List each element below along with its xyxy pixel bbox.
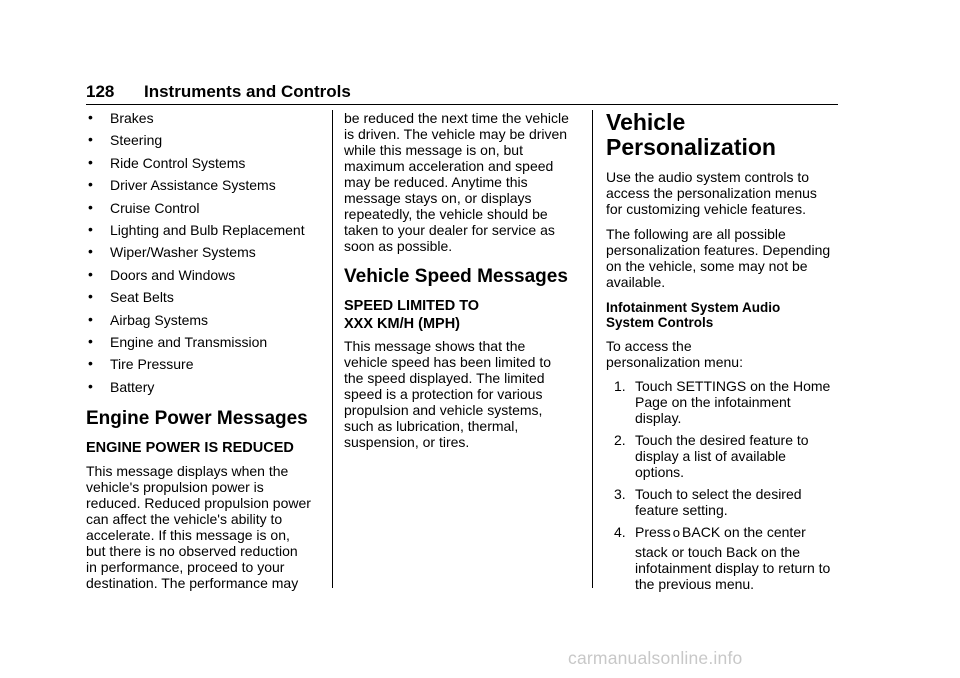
step-number: 4. bbox=[614, 524, 626, 540]
text-line: display. bbox=[635, 410, 682, 426]
text-line: access the personalization menus bbox=[606, 185, 817, 201]
column-2 bbox=[344, 110, 584, 450]
bullet-text: Tire Pressure bbox=[110, 356, 194, 373]
bullet-item bbox=[86, 132, 326, 148]
text-line: vehicle speed has been limited to bbox=[344, 354, 552, 370]
step-2 bbox=[606, 432, 846, 480]
bullet-item bbox=[86, 334, 326, 350]
watermark: carmanualsonline.info bbox=[568, 648, 743, 668]
access-line-1: To access the bbox=[606, 338, 692, 354]
engine-power-paragraph-continued bbox=[344, 110, 584, 254]
access-line-2: personalization menu: bbox=[606, 354, 743, 370]
bullet-text: Cruise Control bbox=[110, 199, 200, 216]
bullet-text: Airbag Systems bbox=[110, 311, 209, 328]
bullet-item bbox=[86, 222, 326, 238]
bullet-dot-icon: • bbox=[88, 265, 93, 282]
step-4-pre: Press bbox=[635, 524, 671, 540]
text-line: in performance, proceed to your bbox=[86, 558, 285, 575]
bullet-text: Ride Control Systems bbox=[110, 154, 246, 171]
page-header bbox=[86, 82, 838, 104]
text-line: personalization features. Depending bbox=[606, 242, 831, 258]
bullet-dot-icon: • bbox=[88, 310, 93, 327]
personalization-step-4-list bbox=[606, 524, 846, 592]
text-line: is driven. The vehicle may be driven bbox=[344, 126, 568, 142]
column-3 bbox=[606, 110, 846, 598]
bullet-item bbox=[86, 200, 326, 216]
text-line: Touch the desired feature to bbox=[635, 432, 809, 448]
section-heading-vehicle-speed: Vehicle Speed Messages bbox=[344, 266, 568, 287]
bullet-text: Doors and Windows bbox=[110, 266, 236, 283]
bullet-item bbox=[86, 312, 326, 328]
step-text bbox=[635, 378, 830, 426]
access-menu-intro bbox=[606, 338, 846, 370]
infotainment-controls-label bbox=[606, 300, 846, 330]
text-line: speed is a protection for various bbox=[344, 386, 543, 402]
heading-line-1: Vehicle bbox=[606, 109, 686, 135]
bullet-dot-icon: • bbox=[88, 243, 93, 260]
page-number: 128 bbox=[86, 82, 115, 101]
text-line: message stays on, or displays bbox=[344, 190, 532, 206]
bullet-item bbox=[86, 177, 326, 193]
topic-bullet-list bbox=[86, 110, 326, 395]
bullet-dot-icon: • bbox=[88, 332, 93, 349]
step-4-post: BACK on the center bbox=[682, 524, 806, 540]
heading-line-2: Personalization bbox=[606, 134, 776, 160]
label-line-2: System Controls bbox=[606, 315, 714, 330]
text-line: soon as possible. bbox=[344, 238, 453, 254]
text-line: but there is no observed reduction bbox=[86, 542, 298, 559]
text-line: reduced. Reduced propulsion power bbox=[86, 494, 311, 511]
bullet-item bbox=[86, 267, 326, 283]
label-line-1: Infotainment System Audio bbox=[606, 300, 781, 315]
text-line: feature setting. bbox=[635, 502, 728, 518]
text-line: Use the audio system controls to bbox=[606, 169, 810, 185]
bullet-text: Driver Assistance Systems bbox=[110, 177, 276, 194]
bullet-item bbox=[86, 379, 326, 395]
bullet-dot-icon: • bbox=[88, 198, 93, 215]
engine-power-paragraph bbox=[86, 463, 326, 591]
text-line: the speed displayed. The limited bbox=[344, 370, 545, 386]
bullet-dot-icon: • bbox=[88, 176, 93, 193]
text-line: Touch SETTINGS on the Home bbox=[635, 378, 831, 394]
text-line: while this message is on, but bbox=[344, 142, 523, 158]
text-line: taken to your dealer for service as bbox=[344, 222, 555, 238]
text-line: Page on the infotainment bbox=[635, 394, 791, 410]
step-3 bbox=[606, 486, 846, 518]
step-text bbox=[635, 486, 802, 518]
text-line: Touch to select the desired bbox=[635, 486, 802, 502]
text-line: available. bbox=[606, 274, 666, 290]
text-line: maximum acceleration and speed bbox=[344, 158, 554, 174]
bullet-item bbox=[86, 289, 326, 305]
subheading-engine-power-reduced: ENGINE POWER IS REDUCED bbox=[86, 439, 294, 456]
text-line: can affect the vehicle's ability to bbox=[86, 510, 283, 527]
subheading-line-1: SPEED LIMITED TO bbox=[344, 298, 480, 314]
bullet-text: Engine and Transmission bbox=[110, 333, 268, 350]
step-text bbox=[635, 432, 809, 480]
personalization-steps bbox=[606, 378, 846, 518]
text-line: infotainment display to return to bbox=[635, 560, 831, 576]
bullet-text: Steering bbox=[110, 132, 163, 149]
bullet-item bbox=[86, 155, 326, 171]
text-line: for customizing vehicle features. bbox=[606, 201, 806, 217]
personalization-availability bbox=[606, 226, 846, 290]
text-line: be reduced the next time the vehicle bbox=[344, 110, 569, 126]
text-line: display a list of available bbox=[635, 448, 786, 464]
text-line: This message displays when the bbox=[86, 462, 289, 479]
step-4 bbox=[606, 524, 846, 592]
bullet-text: Brakes bbox=[110, 110, 154, 126]
text-line: The following are all possible bbox=[606, 226, 786, 242]
text-line: the previous menu. bbox=[635, 576, 755, 592]
step-number: 2. bbox=[614, 432, 626, 448]
bullet-dot-icon: • bbox=[88, 377, 93, 394]
bullet-dot-icon: • bbox=[88, 131, 93, 148]
section-heading-engine-power: Engine Power Messages bbox=[86, 407, 308, 429]
bullet-text: Wiper/Washer Systems bbox=[110, 244, 256, 261]
text-line: on the vehicle, some may not be bbox=[606, 258, 808, 274]
bullet-item bbox=[86, 356, 326, 372]
section-heading-vehicle-personalization bbox=[606, 110, 846, 160]
text-line: repeatedly, the vehicle should be bbox=[344, 206, 548, 222]
text-line: suspension, or tires. bbox=[344, 434, 470, 450]
column-divider-2 bbox=[592, 110, 593, 588]
bullet-dot-icon: • bbox=[88, 109, 93, 125]
bullet-dot-icon: • bbox=[88, 220, 93, 237]
text-line: may be reduced. Anytime this bbox=[344, 174, 528, 190]
text-line: destination. The performance may bbox=[86, 574, 299, 591]
speed-limited-paragraph bbox=[344, 338, 584, 450]
step-number: 3. bbox=[614, 486, 626, 502]
text-line: vehicle's propulsion power is bbox=[86, 478, 264, 495]
bullet-item bbox=[86, 110, 326, 126]
personalization-intro bbox=[606, 169, 846, 217]
step-1 bbox=[606, 378, 846, 426]
text-line: This message shows that the bbox=[344, 338, 526, 354]
header-rule bbox=[86, 104, 838, 105]
bullet-text: Battery bbox=[110, 378, 155, 395]
text-line: propulsion and vehicle systems, bbox=[344, 402, 543, 418]
bullet-dot-icon: • bbox=[88, 153, 93, 170]
step-4-continuation bbox=[635, 544, 846, 592]
text-line: options. bbox=[635, 464, 685, 480]
back-icon: o bbox=[672, 525, 681, 540]
column-1 bbox=[86, 110, 326, 591]
text-line: accelerate. If this message is on, bbox=[86, 526, 290, 543]
bullet-dot-icon: • bbox=[88, 355, 93, 372]
bullet-dot-icon: • bbox=[88, 288, 93, 305]
bullet-text: Seat Belts bbox=[110, 289, 174, 306]
text-line: such as lubrication, thermal, bbox=[344, 418, 519, 434]
text-line: stack or touch Back on the bbox=[635, 544, 800, 560]
column-divider-1 bbox=[332, 110, 333, 588]
subheading-line-2: XXX KM/H (MPH) bbox=[344, 316, 460, 332]
bullet-text: Lighting and Bulb Replacement bbox=[110, 221, 305, 238]
subheading-speed-limited bbox=[344, 297, 584, 333]
step-number: 1. bbox=[614, 378, 626, 394]
chapter-title: Instruments and Controls bbox=[144, 82, 351, 101]
bullet-item bbox=[86, 244, 326, 260]
